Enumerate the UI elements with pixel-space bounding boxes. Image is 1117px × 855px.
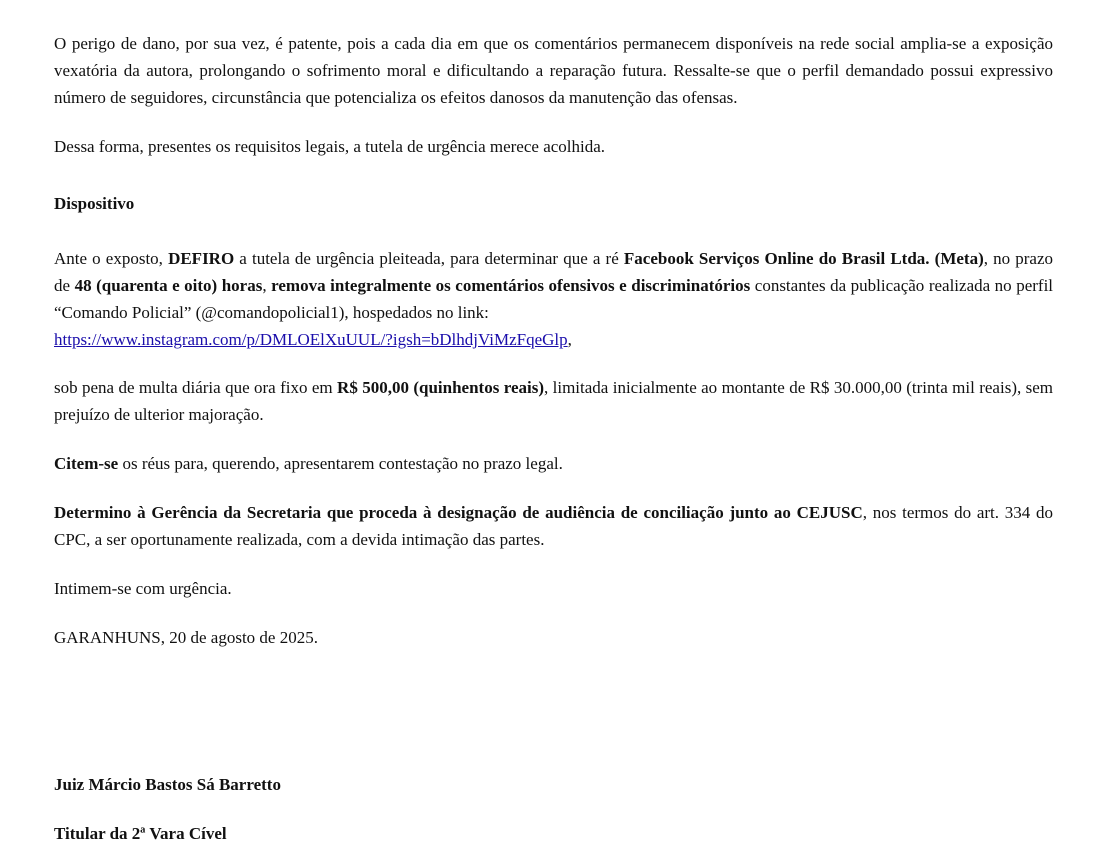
signature-name xyxy=(54,771,1053,798)
signature-name-text: Juiz Márcio Bastos Sá Barretto xyxy=(54,775,281,794)
text-segment: a tutela de urgência pleiteada, para determinar que a ré xyxy=(234,249,624,268)
section-heading-text: Dispositivo xyxy=(54,194,135,213)
bold-citem-se: Citem-se xyxy=(54,454,119,473)
text-segment: , xyxy=(567,330,572,349)
signature-title-text: Titular da 2ª Vara Cível xyxy=(54,824,227,843)
instagram-link[interactable]: https://www.instagram.com/p/DMLOElXuUUL/?igsh=bDlhdjViMzFqeGlp xyxy=(54,330,568,349)
signature-title xyxy=(54,820,1053,847)
text-segment: , no prazo de xyxy=(54,249,1053,295)
paragraph-multa xyxy=(54,374,1053,428)
text-segment: sob pena de multa diária que ora fixo em xyxy=(54,378,338,397)
bold-order: remova integralmente os comentários ofensivos e discriminatórios xyxy=(271,276,751,295)
section-heading-dispositivo xyxy=(54,190,1053,217)
bold-fine-amount: R$ 500,00 (quinhentos reais) xyxy=(337,378,544,397)
text-segment: , nos termos do art. 334 do CPC, a ser oportunamente realizada, com a devida intimação das partes. xyxy=(54,503,1053,549)
bold-determino: Determino à Gerência da Secretaria que proceda à designação de audiência de conciliação junto ao CEJUSC xyxy=(54,503,863,522)
paragraph-defiro xyxy=(54,245,1053,353)
paragraph-citem-se xyxy=(54,450,1053,477)
text-segment: os réus para, querendo, apresentarem contestação no prazo legal. xyxy=(118,454,563,473)
paragraph-intimem-se: Intimem-se com urgência. xyxy=(54,579,232,598)
paragraph-tutela-acolhida: Dessa forma, presentes os requisitos legais, a tutela de urgência merece acolhida. xyxy=(54,137,606,156)
text-segment: Ante o exposto, xyxy=(54,249,169,268)
text-segment: , xyxy=(262,276,272,295)
paragraph-perigo-de-dano: O perigo de dano, por sua vez, é patente, pois a cada dia em que os comentários permanecem disponíveis na rede social amplia-se a exposição vexatória da autora, prolongando o sofrimento moral e dificultando a reparação futura. Ressalte-se que o perfil demandado possui expressivo número de seguidores, circunstância que potencializa os efeitos danosos da manutenção das ofensas. xyxy=(54,34,1053,107)
document-page xyxy=(54,30,1053,847)
bold-defiro: DEFIRO xyxy=(168,249,235,268)
bold-deadline: 48 (quarenta e oito) horas xyxy=(74,276,263,295)
text-segment: constantes da publicação realizada no perfil “Comando Policial” (@comandopolicial1), hospedados no link: xyxy=(54,276,1054,322)
place-date: GARANHUNS, 20 de agosto de 2025. xyxy=(54,628,318,647)
paragraph-audiencia xyxy=(54,499,1053,553)
bold-defendant-name: Facebook Serviços Online do Brasil Ltda. (Meta) xyxy=(623,249,984,268)
text-segment: , limitada inicialmente ao montante de R$ 30.000,00 (trinta mil reais), sem prejuízo de ulterior majoração. xyxy=(54,378,1053,424)
